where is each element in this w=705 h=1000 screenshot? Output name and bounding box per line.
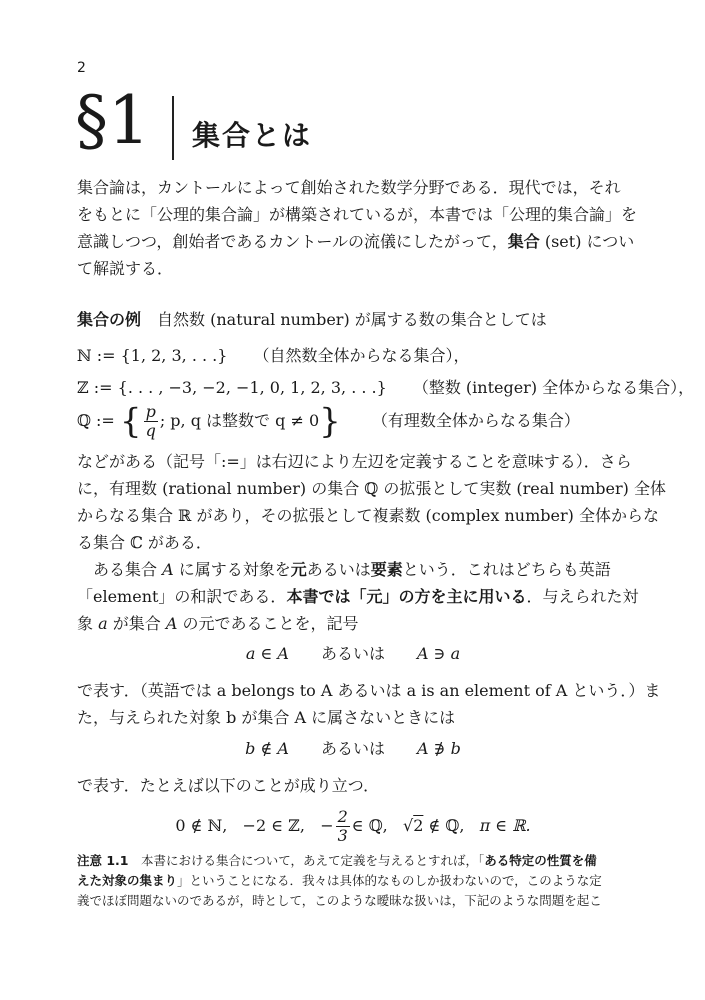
remark-line-1: 注意 1.1 本書における集合について，あえて定義を与えるとすれば，「ある特定の性質を備 <box>77 853 597 868</box>
rational-fraction: $\frac{p}{q}$ <box>145 402 156 440</box>
examples-heading-line: 集合の例 自然数 (natural number) が属する数の集合としては <box>77 310 547 329</box>
display-nonmembership: b ∉ A あるいは A ∌ b <box>245 739 461 758</box>
section-number: §1 <box>75 82 150 159</box>
element-line-5: た，与えられた対象 b が集合 A に属さないときには <box>77 708 456 727</box>
remark-label: 注意 1.1 <box>77 853 129 868</box>
term-set: 集合 <box>507 232 540 251</box>
intro-line-4: て解説する． <box>77 259 174 278</box>
examples-heading: 集合の例 <box>77 310 142 329</box>
display-membership: a ∈ A あるいは A ∋ a <box>245 644 461 663</box>
term-element-youso: 要素 <box>370 560 403 579</box>
display-examples: 0 ∉ ℕ, −2 ∈ ℤ, − $\frac{2}{3}$ ∈ ℚ, √2 ∉ ℚ, π ∈ ℝ. <box>175 807 531 845</box>
examples-para-line-2: に，有理数 (rational number) の集合 ℚ の拡張として実数 (real number) 全体 <box>77 479 666 498</box>
intro-line-1: 集合論は，カントールによって創始された数学分野である．現代では，それ <box>77 178 621 197</box>
emphasis-gen-usage: 本書では「元」の方を主に用いる <box>286 587 527 606</box>
term-element-gen: 元 <box>290 560 307 579</box>
section-title: 集合とは <box>192 119 313 152</box>
examples-para-line-4: る集合 ℂ がある． <box>77 533 212 552</box>
element-line-2: 「element」の和訳である．本書では「元」の方を主に用いる．与えられた対 <box>77 587 639 606</box>
rationals-definition: ℚ := { $\frac{p}{q}$ ; p, q は整数で q ≠ 0} （有理数全体からなる集合） <box>77 401 580 442</box>
integers-definition: ℤ := {. . . , −3, −2, −1, 0, 1, 2, 3, . . .} （整数 (integer) 全体からなる集合）， <box>77 378 695 397</box>
examples-para-line-3: からなる集合 ℝ があり，その拡張として複素数 (complex number) 全体からな <box>77 506 659 525</box>
section-divider <box>172 96 174 160</box>
intro-line-3: 意識しつつ，創始者であるカントールの流儀にしたがって，集合 (set) につい <box>77 232 635 251</box>
remark-line-3: 義でほぼ問題ないのであるが，時として，このような曖昧な扱いは，下記のような問題を起こ <box>77 893 602 908</box>
natural-numbers-definition: ℕ := {1, 2, 3, . . .} （自然数全体からなる集合）， <box>77 346 470 365</box>
examples-para-line-1: などがある（記号「:=」は右辺により左辺を定義することを意味する）．さら <box>77 452 632 471</box>
element-line-6: で表す．たとえば以下のことが成り立つ． <box>77 776 380 795</box>
intro-line-2: をもとに「公理的集合論」が構築されているが，本書では「公理的集合論」を <box>77 205 638 224</box>
remark-line-2: えた対象の集まり」ということになる．我々は具体的なものしか扱わないので，このような定 <box>77 873 602 888</box>
page-number: 2 <box>77 60 86 76</box>
element-line-1: ある集合 A に属する対象を元あるいは要素という．これはどちらも英語 <box>77 560 611 579</box>
element-line-4: で表す．（英語では a belongs to A あるいは a is an element of A という．）ま <box>77 681 661 700</box>
element-line-3: 象 a が集合 A の元であることを，記号 <box>77 614 359 633</box>
